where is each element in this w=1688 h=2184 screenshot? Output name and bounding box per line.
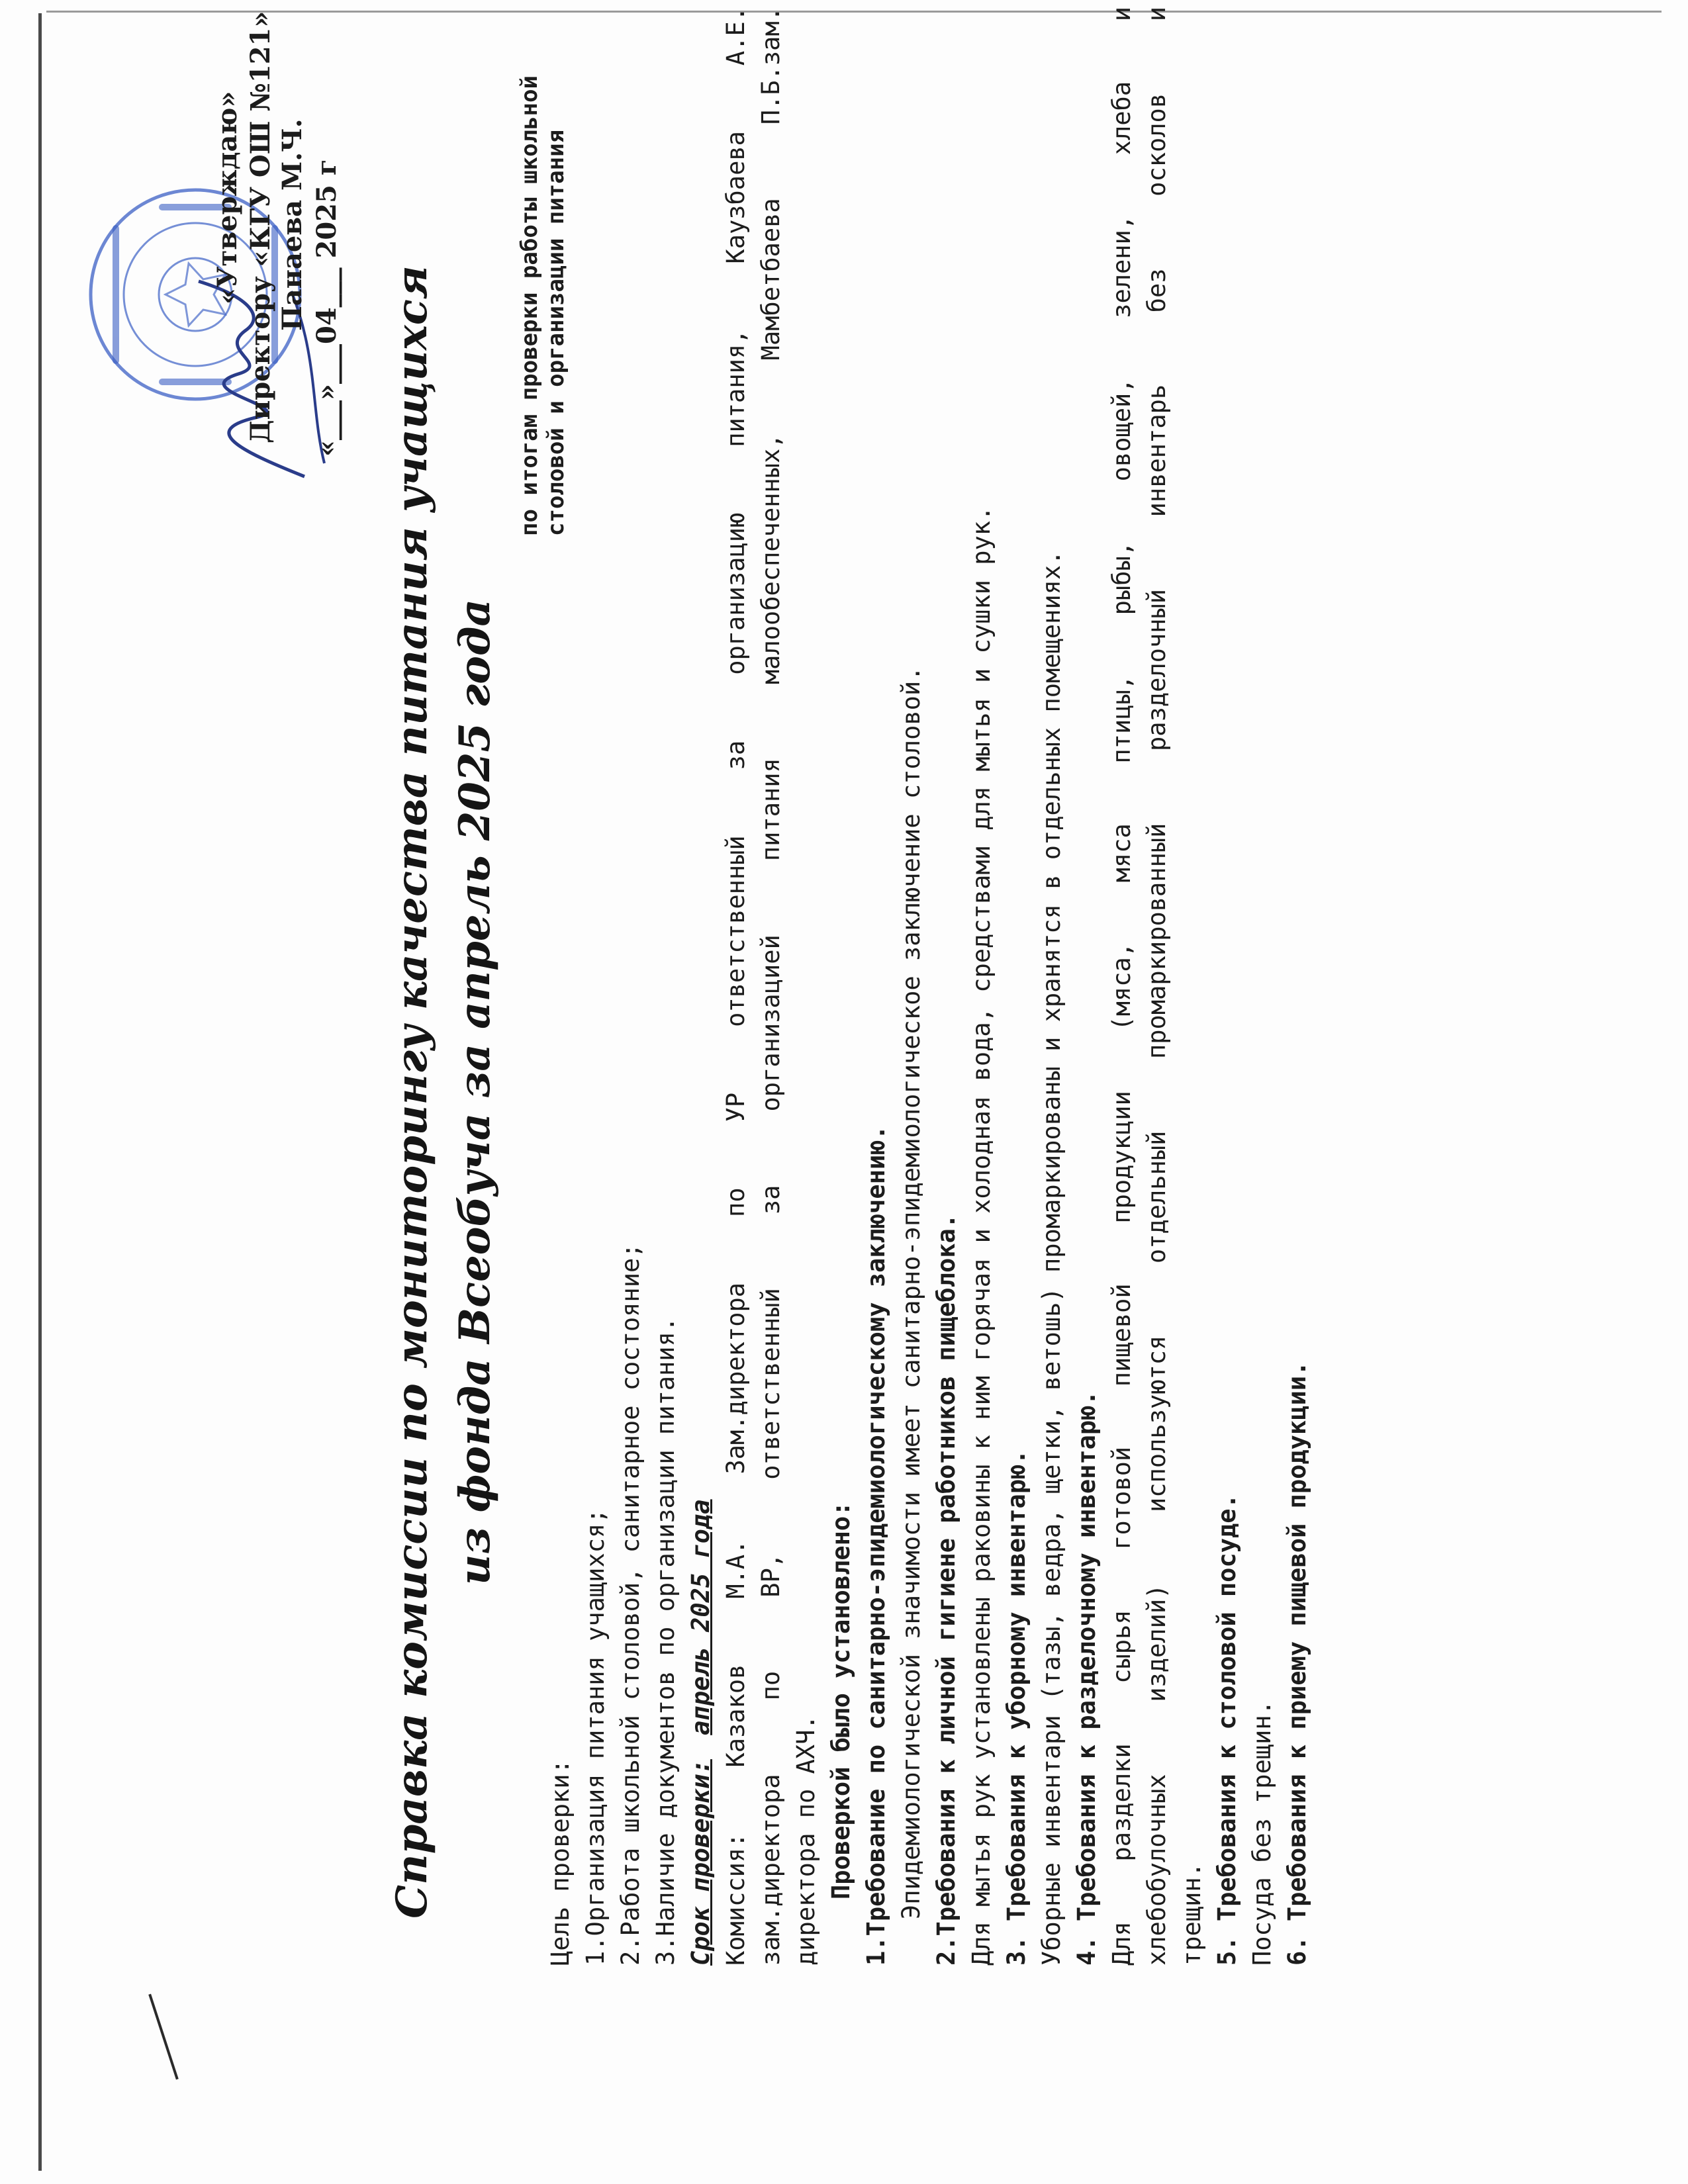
term-label: Срок проверки: bbox=[686, 1759, 715, 1966]
commission-line-2: зам.директора по ВР, ответственный за организацией питания малообеспеченных, Мамбетбаева П.Б.зам. bbox=[757, 7, 785, 1966]
established-heading: Проверкой было установлено: bbox=[827, 1501, 855, 1899]
approval-date-line: «___»___04___ 2025 г bbox=[311, 159, 342, 457]
req5-title: 5. Требования к столовой посуде. bbox=[1213, 1494, 1241, 1966]
req1-text: Эпидемиологической значимости имеет санитарно-эпидемиологическое заключение столовой. bbox=[897, 666, 925, 1919]
document-title: Справка комиссии по мониторингу качества питания учащихся bbox=[387, 265, 437, 1919]
purpose-item-2: 2.Работа школьной столовой, санитарное состояние; bbox=[616, 1243, 645, 1966]
req4-title: 4. Требования к разделочному инвентарю. bbox=[1072, 1390, 1101, 1966]
req2-title: 2.Требования к личной гигиене работников пищеблока. bbox=[932, 1213, 961, 1966]
commission-line-1: Комиссия: Казаков М.А. Зам.директора по УР ответственный за организацию питания, Каузбаева А.Е. bbox=[722, 7, 750, 1966]
to-director: Директору «КГУ ОШ №121» bbox=[245, 11, 276, 443]
req2-text: Для мытья рук установлены раковины к ним горячая и холодная вода, средствами для мытья и сушки рук. bbox=[967, 506, 996, 1966]
approve-word: «Утверждаю» bbox=[212, 91, 243, 304]
document-title-period: из фонда Всеобуча за апрель 2025 года bbox=[450, 599, 500, 1585]
req4-line-3: трещин. bbox=[1178, 1862, 1206, 1966]
req3-text: Уборные инвентари (тазы, ведра, щетки, ветошь) промаркированы и хранятся в отдельных помещениях. bbox=[1037, 550, 1066, 1966]
director-name: Панаева М.Ч. bbox=[277, 118, 308, 331]
req4-line-2: хлебобулочных изделий) используются отдельный промаркированный разделочный инвентарь без осколов и bbox=[1143, 7, 1171, 1966]
document-subtitle: по итогам проверки работы школьной столовой и организации питания bbox=[516, 75, 569, 536]
req5-text: Посуда без трещин. bbox=[1248, 1700, 1276, 1966]
req3-title: 3. Требования к уборному инвентарю. bbox=[1002, 1449, 1031, 1966]
term-value: апрель 2025 года bbox=[686, 1499, 715, 1735]
purpose-label: Цель проверки: bbox=[546, 1759, 575, 1966]
req4-line-1: Для разделки сырья готовой пищевой продукции (мяса, мяса птицы, рыбы, овощей, зелени, хлеба и bbox=[1107, 7, 1136, 1966]
purpose-item-1: 1.Организация питания учащихся; bbox=[581, 1508, 610, 1966]
purpose-item-3: 3.Наличие документов по организации питания. bbox=[651, 1316, 680, 1966]
term-row bbox=[686, 1499, 715, 1966]
commission-line-3: директора по АХЧ. bbox=[792, 1715, 820, 1966]
req1-title: 1.Требование по санитарно-эпидемиологическому заключению. bbox=[862, 1125, 890, 1966]
req6-title: 6. Требования к приему пищевой продукции. bbox=[1283, 1361, 1311, 1966]
